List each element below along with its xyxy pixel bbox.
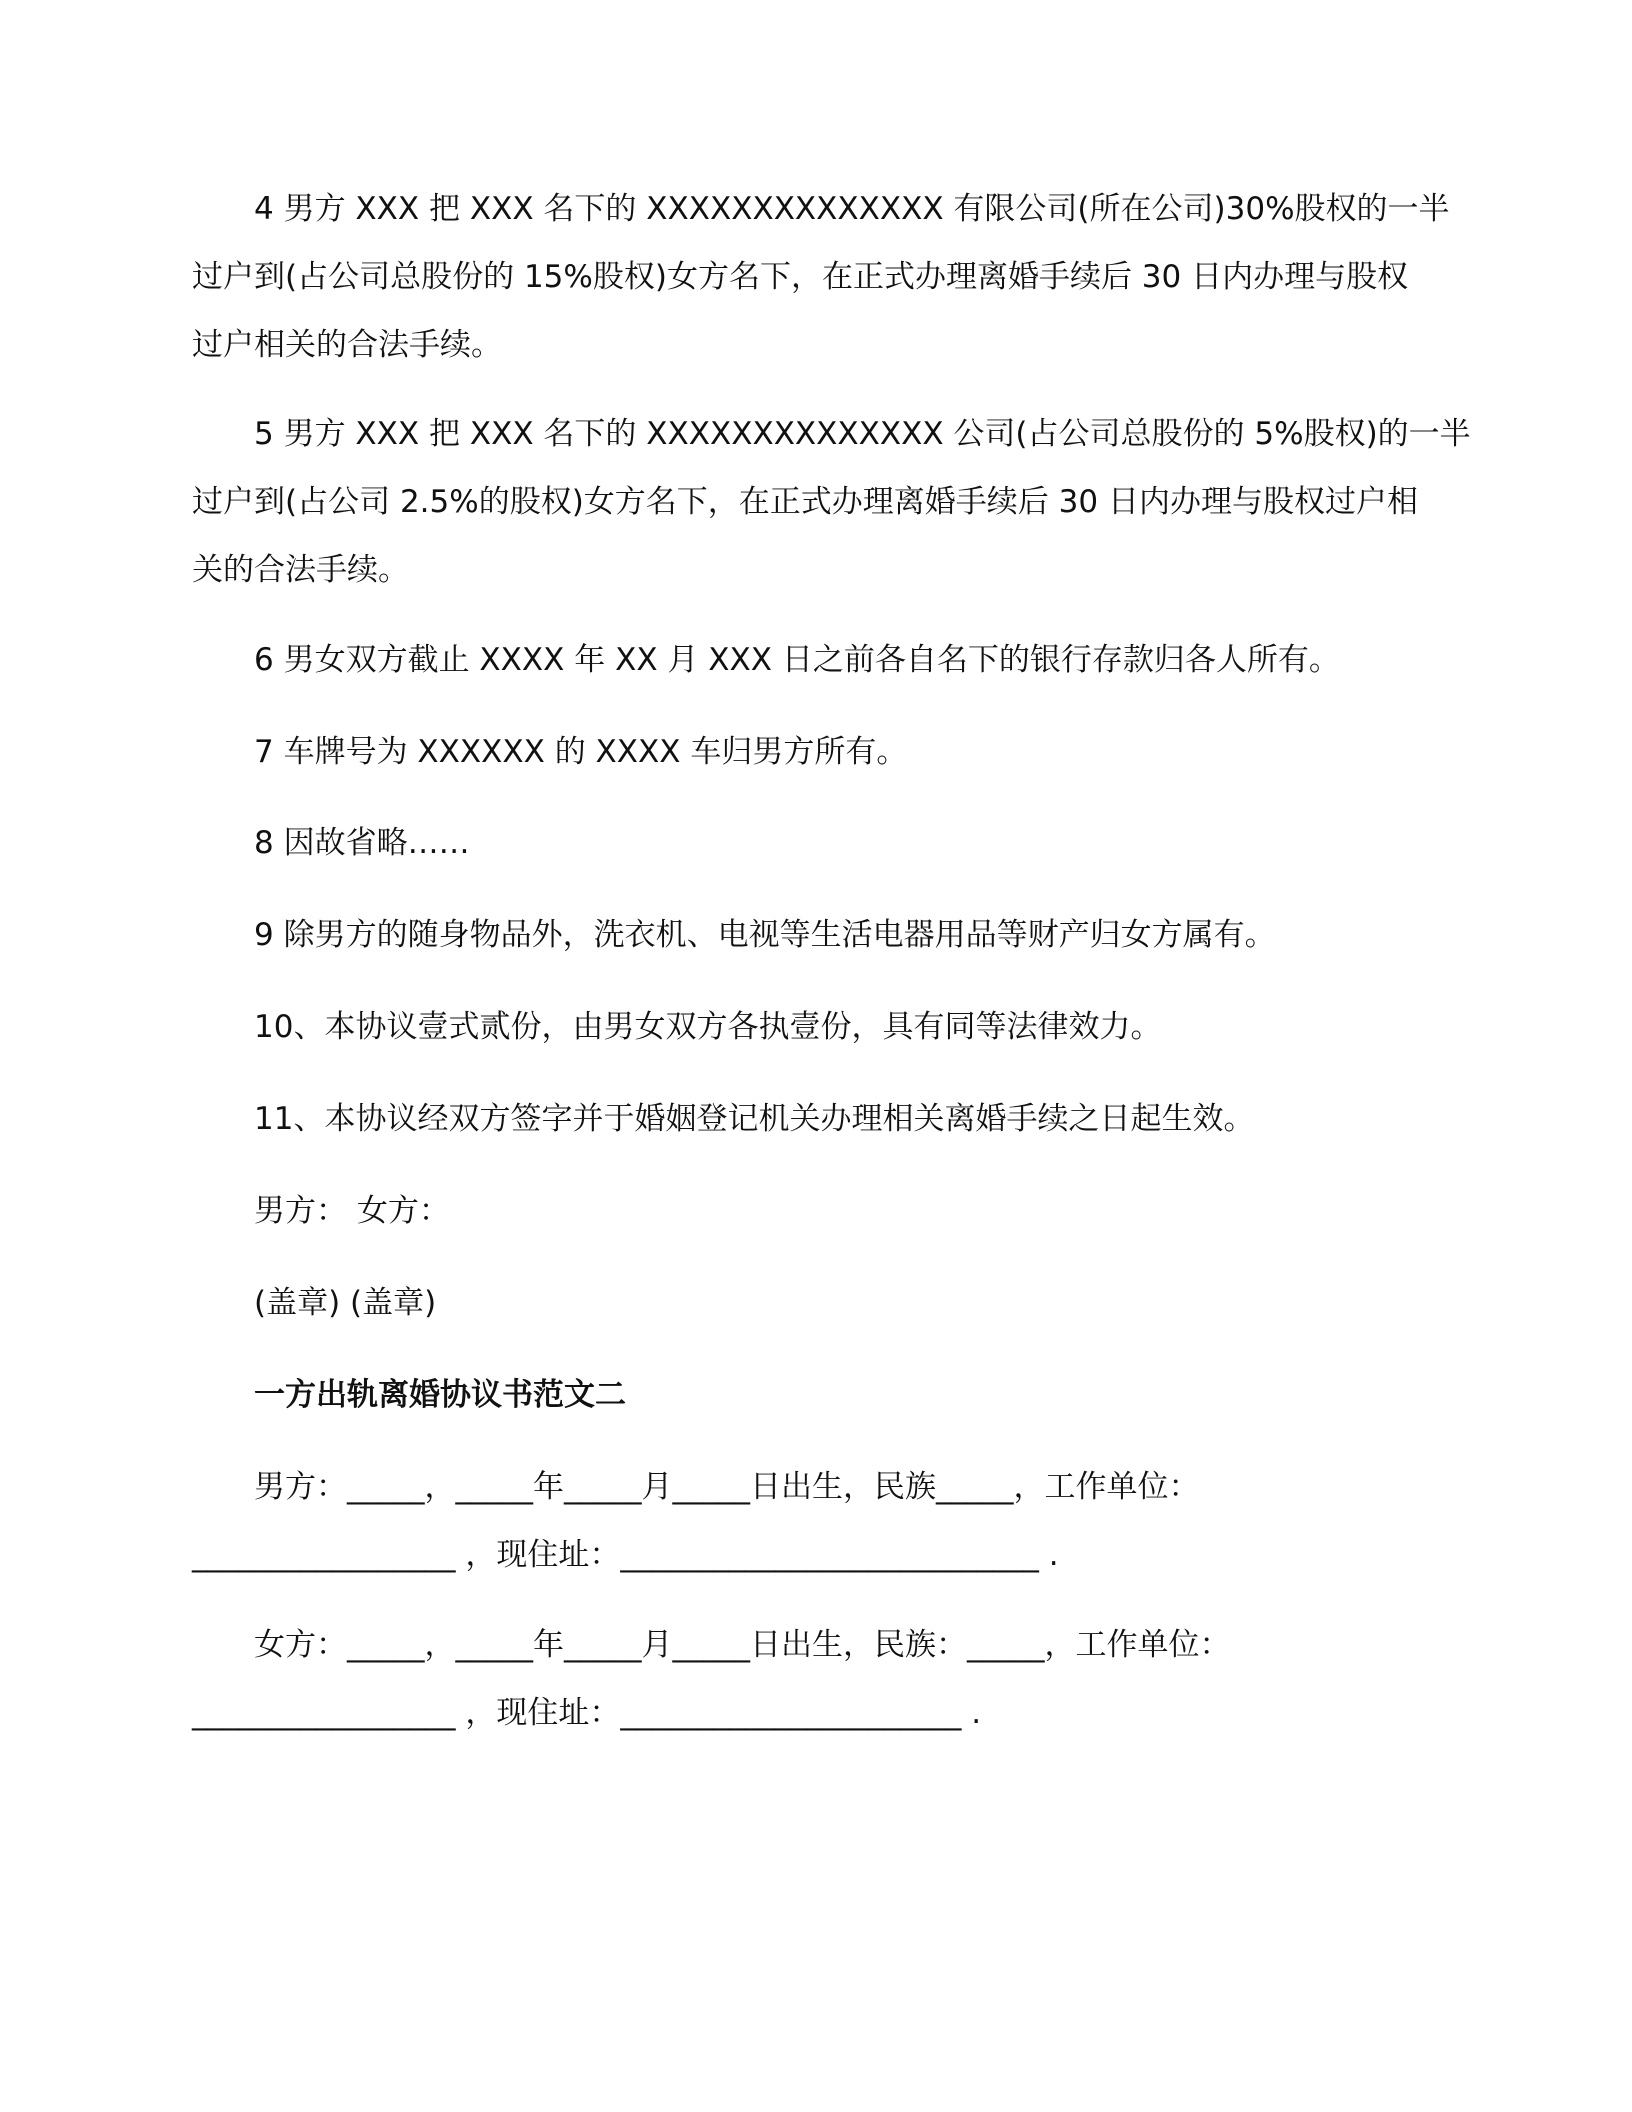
clause-4 <box>192 175 1450 379</box>
seal-line <box>192 1269 1432 1337</box>
text-line: 男方：_____，_____年_____月_____日出生，民族_____，工作单位： <box>254 1469 1200 1505</box>
text-line: 关的合法手续。 <box>192 552 409 588</box>
clause-10 <box>192 993 1432 1061</box>
text-line: 8 因故省略…… <box>254 825 470 861</box>
text-line: _________________ ，现住址：______________________ . <box>192 1695 982 1731</box>
text-line: 9 除男方的随身物品外，洗衣机、电视等生活电器用品等财产归女方属有。 <box>254 917 1276 953</box>
male-party-info <box>192 1453 1432 1589</box>
signature-line <box>192 1177 1432 1245</box>
text-line: 过户到(占公司 2.5%的股权)女方名下，在正式办理离婚手续后 30 日内办理与股权过户相 <box>192 484 1418 520</box>
clause-5 <box>192 400 1471 604</box>
text-line: 10、本协议壹式贰份，由男女双方各执壹份，具有同等法律效力。 <box>254 1009 1162 1045</box>
text-line: 女方：_____，_____年_____月_____日出生，民族：_____，工作单位： <box>254 1627 1231 1663</box>
text-line: 过户到(占公司总股份的 15%股权)女方名下，在正式办理离婚手续后 30 日内办理与股权 <box>192 259 1409 295</box>
text-line: 7 车牌号为 XXXXXX 的 XXXX 车归男方所有。 <box>254 734 908 770</box>
text-line: (盖章) (盖章) <box>254 1285 437 1321</box>
heading-text: 一方出轨离婚协议书范文二 <box>254 1377 626 1413</box>
clause-9 <box>192 901 1432 969</box>
text-line: 6 男女双方截止 XXXX 年 XX 月 XXX 日之前各自名下的银行存款归各人所有。 <box>254 642 1340 678</box>
text-line: 男方： 女方： <box>254 1193 450 1229</box>
clause-7 <box>192 718 1432 786</box>
section-heading <box>192 1361 1432 1429</box>
text-line: 过户相关的合法手续。 <box>192 327 502 363</box>
female-party-info <box>192 1611 1432 1747</box>
text-line: 5 男方 XXX 把 XXX 名下的 XXXXXXXXXXXXXX 公司(占公司总股份的 5%股权)的一半 <box>254 416 1471 452</box>
clause-11 <box>192 1085 1432 1153</box>
text-line: _________________ ，现住址：___________________________ . <box>192 1537 1059 1573</box>
clause-6 <box>192 626 1432 694</box>
text-line: 4 男方 XXX 把 XXX 名下的 XXXXXXXXXXXXXX 有限公司(所在公司)30%股权的一半 <box>254 191 1450 227</box>
clause-8 <box>192 809 1432 877</box>
text-line: 11、本协议经双方签字并于婚姻登记机关办理相关离婚手续之日起生效。 <box>254 1101 1255 1137</box>
